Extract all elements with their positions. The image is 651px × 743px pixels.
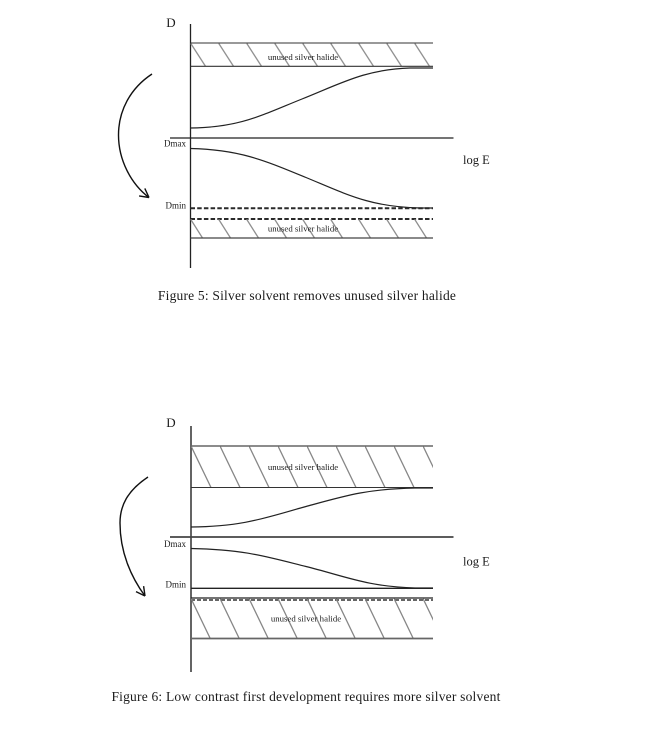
figure6-bottom-band: [191, 598, 433, 639]
figure5-bottom-band-label: unused silver halide: [267, 223, 339, 234]
figure5-caption: Figure 5: Silver solvent removes unused silver halide: [157, 288, 457, 303]
figure5-upper-density-curve: [191, 68, 434, 128]
figure6-dmin-label: Dmin: [165, 579, 186, 590]
figure5-diagram: [0, 0, 651, 290]
figure6-bottom-band-label: unused silver halide: [270, 613, 342, 624]
figure5-top-band-label: unused silver halide: [267, 52, 339, 62]
figure5-dmax-label: Dmax: [164, 138, 186, 149]
figure5-lower-density-curve: [191, 149, 434, 209]
figure5-top-band: [191, 43, 434, 66]
figure5-reversal-arrow: [119, 74, 153, 198]
figure6-diagram: [0, 400, 651, 690]
figure6-dmax-label: Dmax: [164, 539, 186, 549]
figure6-top-band-label: unused silver halide: [267, 462, 339, 472]
figure5-bottom-band: [191, 219, 434, 238]
figure6-reversal-arrow: [120, 477, 148, 596]
figure6-caption: Figure 6: Low contrast first development requires more silver solvent: [111, 689, 501, 704]
figure6-upper-density-curve: [191, 488, 433, 527]
figure6-lower-density-curve: [191, 549, 433, 589]
figure6-loge-axis-label: log E: [463, 554, 490, 569]
figure5-d-axis-label: D: [166, 15, 176, 30]
figure6-d-axis-label: D: [166, 415, 176, 430]
figure5-loge-axis-label: log E: [463, 153, 490, 167]
figure6-top-band: [191, 446, 433, 488]
figure5-dmin-label: Dmin: [165, 200, 186, 211]
